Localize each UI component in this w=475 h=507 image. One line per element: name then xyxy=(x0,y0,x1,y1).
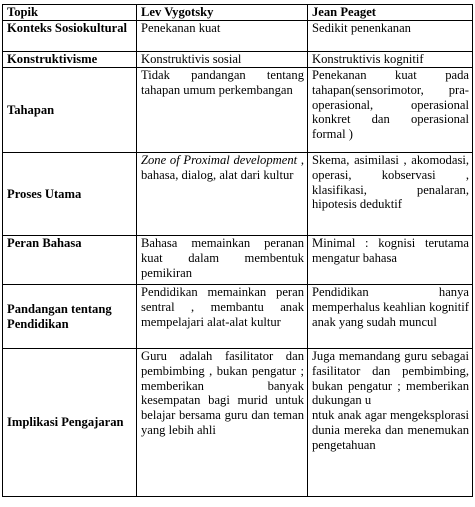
piaget-cell: Konstruktivis kognitif xyxy=(308,52,473,68)
header-topik: Topik xyxy=(3,5,137,21)
topic-cell: Konstruktivisme xyxy=(3,52,137,68)
vygotsky-cell: Bahasa memainkan peranan kuat dalam membentuk pemikiran xyxy=(137,236,308,285)
table-row xyxy=(3,236,473,285)
table-row xyxy=(3,21,473,52)
piaget-cell: Minimal : kognisi terutama mengatur bahasa xyxy=(308,236,473,285)
piaget-cell: Penekanan kuat pada tahapan(sensorimotor, pra-operasional, operasional konkret dan operasional formal ) xyxy=(308,68,473,153)
table-row xyxy=(3,153,473,236)
piaget-cell: Sedikit penenkanan xyxy=(308,21,473,52)
topic-cell: Implikasi Pengajaran xyxy=(3,349,137,497)
vygotsky-cell: Penekanan kuat xyxy=(137,21,308,52)
piaget-text-line2: ntuk anak agar mengeksplorasi dunia mereka dan menemukan pengetahuan xyxy=(312,408,469,452)
piaget-cell xyxy=(308,349,473,497)
topic-cell: Pandangan tentang Pendidikan xyxy=(3,285,137,349)
table-body xyxy=(3,21,473,497)
table-row xyxy=(3,349,473,497)
vygotsky-text: , bahasa, dialog, alat dari kultur xyxy=(141,153,304,182)
header-piaget: Jean Peaget xyxy=(308,5,473,21)
vygotsky-cell: Guru adalah fasilitator dan pembimbing , bukan pengatur ; memberikan banyak kesempatan bagi murid untuk belajar bersama guru dan teman yang lebih ahli xyxy=(137,349,308,497)
comparison-table xyxy=(2,4,473,497)
header-row xyxy=(3,5,473,21)
piaget-text-line1: Juga memandang guru sebagai fasilitator dan pembimbing, bukan pengatur ; memberikan dukungan u xyxy=(312,349,469,408)
piaget-cell: Pendidikan hanya memperhalus keahlian kognitif anak yang sudah muncul xyxy=(308,285,473,349)
topic-cell: Proses Utama xyxy=(3,153,137,236)
table-header xyxy=(3,5,473,21)
topic-cell: Peran Bahasa xyxy=(3,236,137,285)
vygotsky-cell: Pendidikan memainkan peran sentral , membantu anak mempelajari alat-alat kultur xyxy=(137,285,308,349)
table-row xyxy=(3,285,473,349)
vygotsky-cell xyxy=(137,153,308,236)
vygotsky-cell: Tidak pandangan tentang tahapan umum perkembangan xyxy=(137,68,308,153)
table-row xyxy=(3,52,473,68)
vygotsky-cell: Konstruktivis sosial xyxy=(137,52,308,68)
header-vygotsky: Lev Vygotsky xyxy=(137,5,308,21)
topic-cell: Tahapan xyxy=(3,68,137,153)
piaget-cell: Skema, asimilasi , akomodasi, operasi, kobservasi , klasifikasi, penalaran, hipotesis deduktif xyxy=(308,153,473,236)
zpd-term: Zone of Proximal development xyxy=(141,153,298,167)
table-row xyxy=(3,68,473,153)
topic-cell: Konteks Sosiokultural xyxy=(3,21,137,52)
